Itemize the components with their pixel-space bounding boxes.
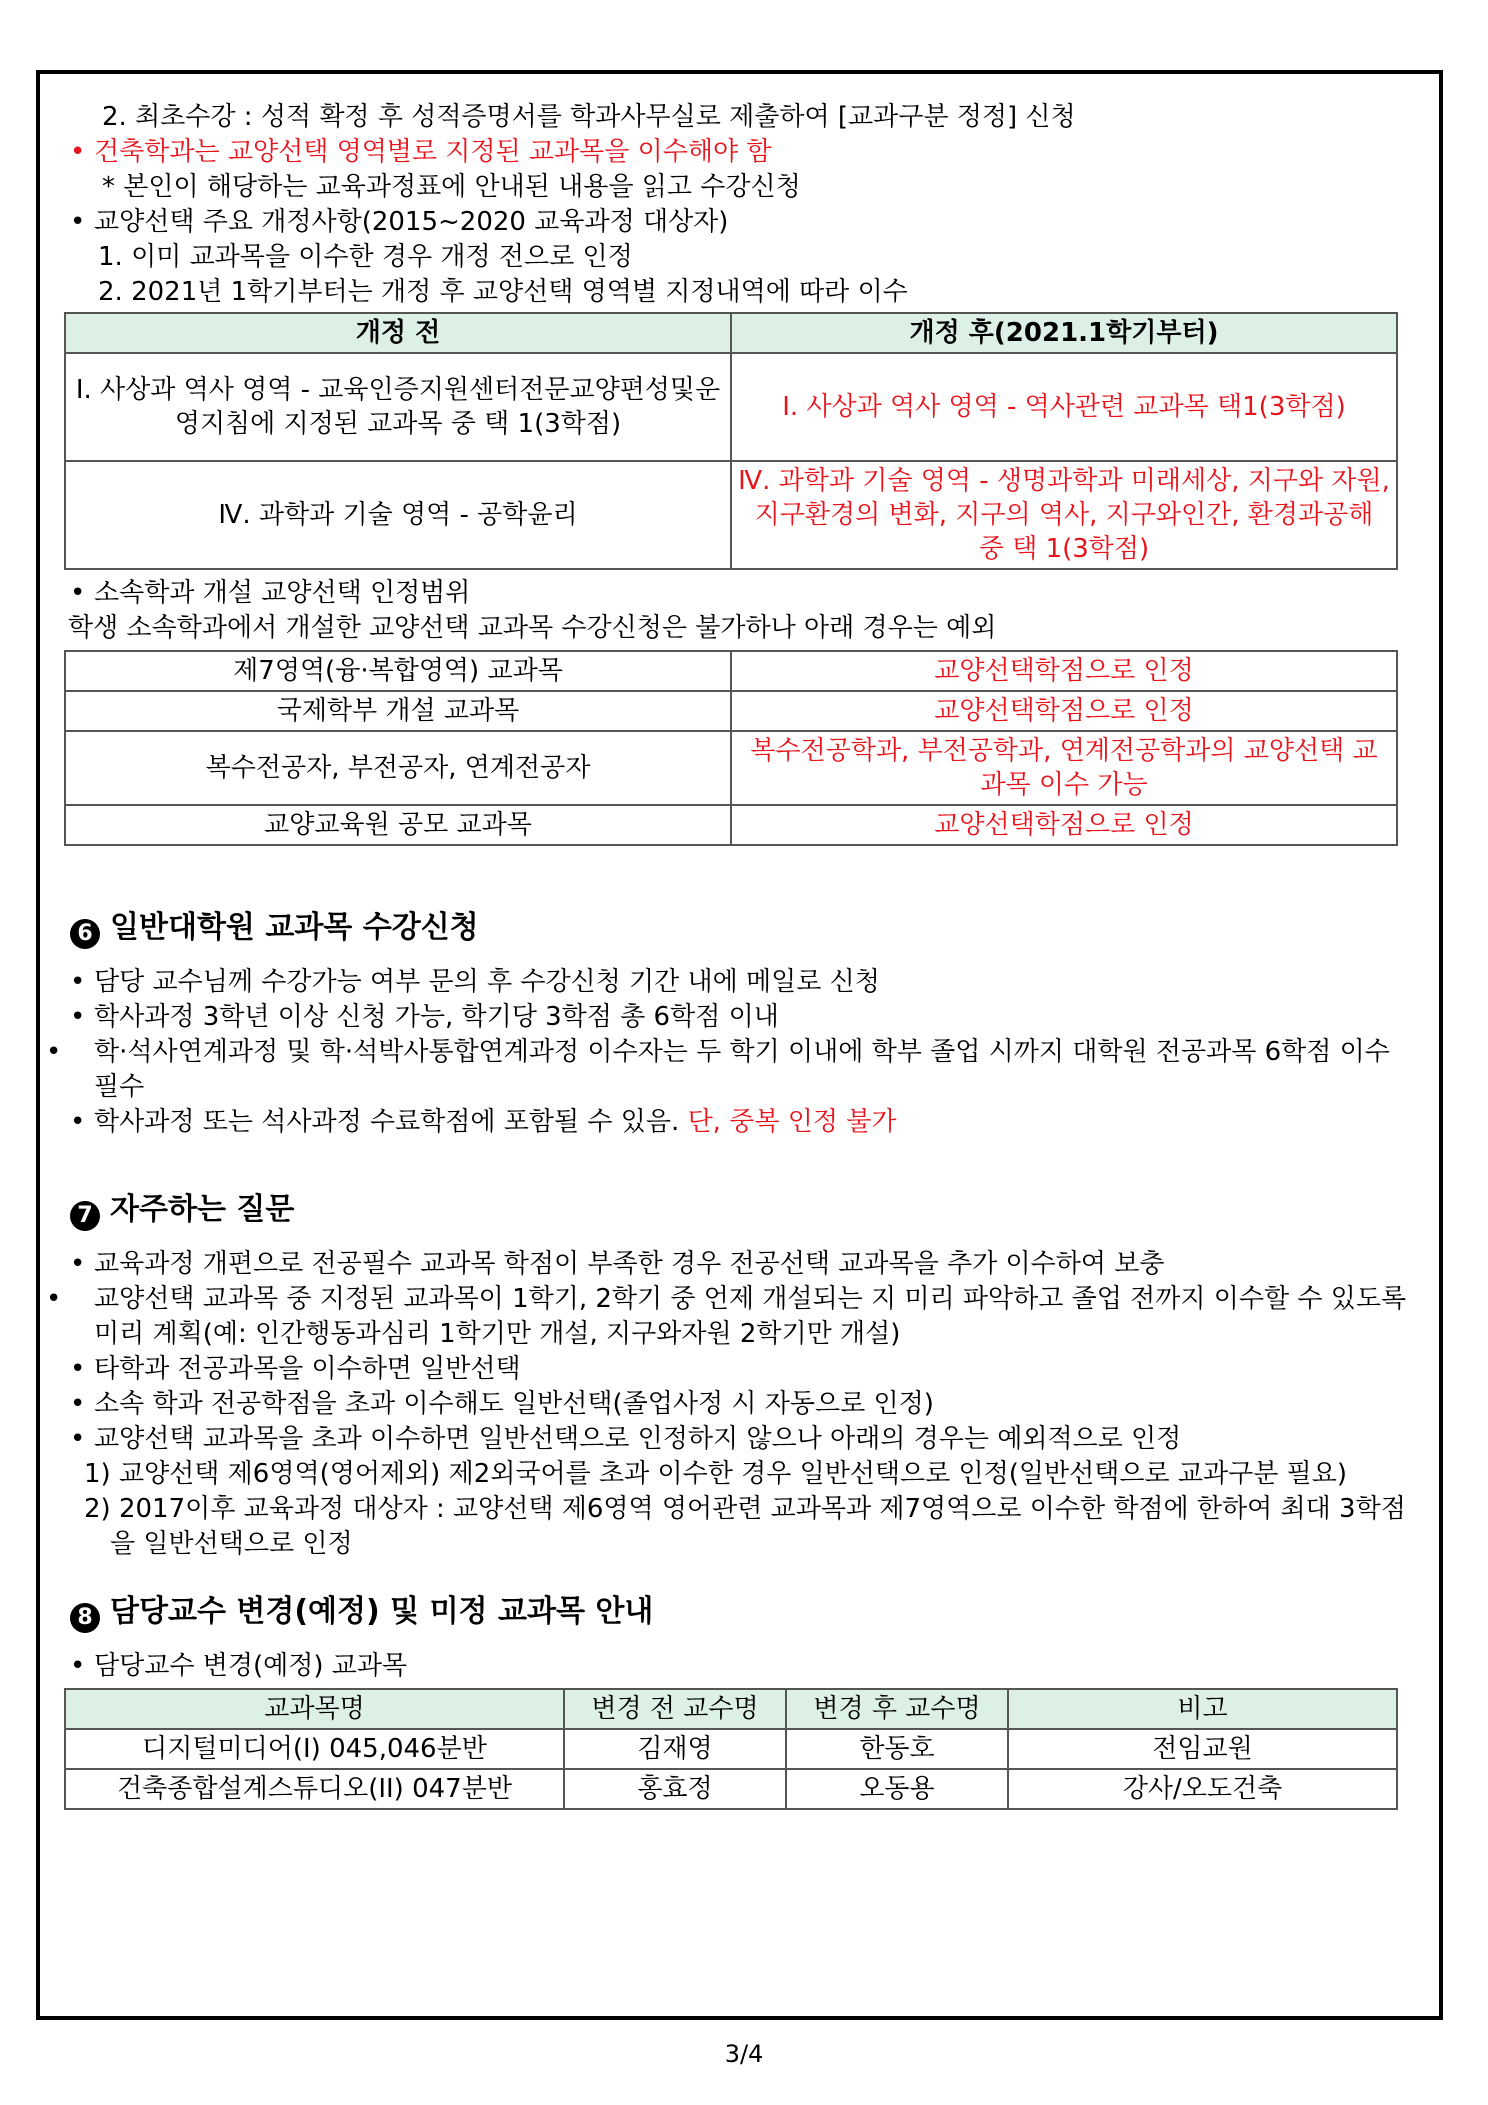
- list-subitem: 2) 2017이후 교육과정 대상자 : 교양선택 제6영역 영어관련 교과목과 제7영역으로 이수한 학점에 한하여 최대 3학점을 일반선택으로 인정: [84, 1494, 1406, 1559]
- table-cell: 교양선택학점으로 인정: [731, 651, 1397, 691]
- professor-table: [64, 1688, 1398, 1810]
- list-item: 교육과정 개편으로 전공필수 교과목 학점이 부족한 경우 전공선택 교과목을 추가 이수하여 보충: [94, 1249, 1165, 1279]
- table-cell: 강사/오도건축: [1008, 1769, 1397, 1809]
- section-heading: [70, 1190, 1410, 1231]
- section-number: 7: [70, 1201, 100, 1231]
- table-cell: 전임교원: [1008, 1729, 1397, 1769]
- section-heading: [70, 1592, 1410, 1633]
- table-header: 교과목명: [65, 1689, 564, 1729]
- text-line: 1. 이미 교과목을 이수한 경우 개정 전으로 인정: [98, 242, 633, 272]
- table-cell: 디지털미디어(I) 045,046분반: [65, 1729, 564, 1769]
- table-cell: 건축종합설계스튜디오(II) 047분반: [65, 1769, 564, 1809]
- section-heading: [70, 908, 1410, 949]
- table-cell: 한동호: [786, 1729, 1008, 1769]
- table-cell: 홍효정: [564, 1769, 786, 1809]
- table-cell: Ⅰ. 사상과 역사 영역 - 역사관련 교과목 택1(3학점): [731, 353, 1397, 461]
- list-item: 교양선택 교과목 중 지정된 교과목이 1학기, 2학기 중 언제 개설되는 지 미리 파악하고 졸업 전까지 이수할 수 있도록 미리 계획(예: 인간행동과심리 1학기만 개설, 지구와자원 2학기만 개설): [94, 1284, 1407, 1349]
- table-cell: 교양선택학점으로 인정: [731, 805, 1397, 845]
- red-note: 단, 중복 인정 불가: [687, 1107, 897, 1137]
- text-line: 2. 최초수강 : 성적 확정 후 성적증명서를 학과사무실로 제출하여 [교과구분 정정] 신청: [102, 102, 1076, 132]
- section-title: 자주하는 질문: [110, 1192, 295, 1227]
- text-line: 교양선택 주요 개정사항(2015~2020 교육과정 대상자): [94, 207, 729, 237]
- table-header: 개정 후(2021.1학기부터): [731, 313, 1397, 353]
- list-item: 학사과정 또는 석사과정 수료학점에 포함될 수 있음.: [94, 1107, 680, 1137]
- table-cell: 국제학부 개설 교과목: [65, 691, 731, 731]
- table-cell: Ⅳ. 과학과 기술 영역 - 생명과학과 미래세상, 지구와 자원, 지구환경의 변화, 지구의 역사, 지구와인간, 환경과공해 중 택 1(3학점): [731, 461, 1397, 569]
- table-cell: 복수전공자, 부전공자, 연계전공자: [65, 731, 731, 805]
- section-title: 담당교수 변경(예정) 및 미정 교과목 안내: [110, 1594, 654, 1629]
- page-number: 3/4: [724, 2040, 764, 2068]
- list-item: 교양선택 교과목을 초과 이수하면 일반선택으로 인정하지 않으나 아래의 경우는 예외적으로 인정: [94, 1424, 1182, 1454]
- list-subitem: 1) 교양선택 제6영역(영어제외) 제2외국어를 초과 이수한 경우 일반선택으로 인정(일반선택으로 교과구분 필요): [84, 1459, 1347, 1489]
- page-content: 2. 최초수강 : 성적 확정 후 성적증명서를 학과사무실로 제출하여 [교과구분 정정] 신청 • 건축학과는 교양선택 영역별로 지정된 교과목을 이수해야 함 * 본인이 해당하는 교육과정표에 안내된 내용을 읽고 수강신청 • 교양선택 주요 개정사항(2015~2020 교육과정 대상자) 1. 이미 교과목을 이수한 경우 개정 전으로 인정 2. 2021년 1학기부터는 개정 후 교양선택 영역별 지정내역에 따라 이수 개정 전 개정 후(2021.1학기부터) Ⅰ. 사상과 역사 영역 - 교육인증지원센터전문교양편성및운영지침에 지정된 교과목 중 택 1(3학점) Ⅰ. 사상과 역사 영역 - 역사관련 교과목 택1(3학점) Ⅳ. 과학과 기술 영역 - 공학윤리 Ⅳ. 과학과 기술 영역 - 생명과학과 미래세상, 지구와 자원, 지구환경의 변화, 지구의 역사, 지구와인간, 환경과공해 중 택 1(3학점) • 소속학과 개설 교양선택 인정범위 학생 소속학과에서 개설한 교양선택 교과목 수강신청은 불가하나 아래 경우는 예외 제7영역(융·복합영역) 교과목 교양선택학점으로 인정 국제학부 개설 교과목 교양선택학점으로 인정 복수전공자, 부전공자, 연계전공자 복수전공학과, 부전공학과, 연계전공학과의 교양선택 교과목 이수 가능 교양교육원 공모 교과목 교양선택학점으로 인정 6 일반대학원 교과목 수강신청 • 담당 교수님께 수강가능 여부 문의 후 수강신청 기간 내에 메일로 신청 • 학사과정 3학년 이상 신청 가능, 학기당 3학점 총 6학점 이내 • 학·석사연계과정 및 학·석박사통합연계과정 이수자는 두 학기 이내에 학부 졸업 시까지 대학원 전공과목 6학점 이수 필수 • 학사과정 또는 석사과정 수료학점에 포함될 수 있음. 단, 중복 인정 불가 7 자주하는 질문 • 교육과정 개편으로 전공필수 교과목 학점이 부족한 경우 전공선택 교과목을 추가 이수하여 보충 • 교양선택 교과목 중 지정된 교과목이 1학기, 2학기 중 언제 개설되는 지 미리 파악하고 졸업 전까지 이수할 수 있도록 미리 계획(예: 인간행동과심리 1학기만 개설, 지구와자원 2학기만 개설) • 타학과 전공과목을 이수하면 일반선택 • 소속 학과 전공학점을 초과 이수해도 일반선택(졸업사정 시 자동으로 인정) • 교양선택 교과목을 초과 이수하면 일반선택으로 인정하지 않으나 아래의 경우는 예외적으로 인정 1) 교양선택 제6영역(영어제외) 제2외국어를 초과 이수한 경우 일반선택으로 인정(일반선택으로 교과구분 필요) 2) 2017이후 교육과정 대상자 : 교양선택 제6영역 영어관련 교과목과 제7영역으로 이수한 학점에 한하여 최대 3학점을 일반선택으로 인정 8 담당교수 변경(예정) 및 미정 교과목 안내 • 담당교수 변경(예정) 교과목 교과목명 변경 전 교수명 변경 후 교수명 비고 디지털미디어(I) 045,046분반 김재영 한동호 전임교원 건축종합설계스튜디오(II) 047분반 홍효정 오동용 강사/오도건축: [70, 100, 1410, 1810]
- text-line: 학생 소속학과에서 개설한 교양선택 교과목 수강신청은 불가하나 아래 경우는 예외: [68, 613, 997, 643]
- section-number: 8: [70, 1603, 100, 1633]
- text-line: 건축학과는 교양선택 영역별로 지정된 교과목을 이수해야 함: [94, 137, 772, 167]
- list-item: 학·석사연계과정 및 학·석박사통합연계과정 이수자는 두 학기 이내에 학부 졸업 시까지 대학원 전공과목 6학점 이수 필수: [94, 1037, 1390, 1102]
- table-header: 변경 전 교수명: [564, 1689, 786, 1729]
- text-line: 담당교수 변경(예정) 교과목: [94, 1651, 408, 1681]
- list-item: 타학과 전공과목을 이수하면 일반선택: [94, 1354, 521, 1384]
- table-cell: 교양선택학점으로 인정: [731, 691, 1397, 731]
- table-cell: 제7영역(융·복합영역) 교과목: [65, 651, 731, 691]
- table-row: [65, 1729, 1397, 1769]
- table-cell: 오동용: [786, 1769, 1008, 1809]
- table-header: 변경 후 교수명: [786, 1689, 1008, 1729]
- scope-table: [64, 650, 1398, 846]
- revision-table: [64, 312, 1398, 570]
- table-cell: 복수전공학과, 부전공학과, 연계전공학과의 교양선택 교과목 이수 가능: [731, 731, 1397, 805]
- text-line: 2. 2021년 1학기부터는 개정 후 교양선택 영역별 지정내역에 따라 이수: [98, 277, 908, 307]
- table-cell: 교양교육원 공모 교과목: [65, 805, 731, 845]
- list-item: 소속 학과 전공학점을 초과 이수해도 일반선택(졸업사정 시 자동으로 인정): [94, 1389, 934, 1419]
- section-number: 6: [70, 919, 100, 949]
- table-row: [65, 1769, 1397, 1809]
- table-header: 비고: [1008, 1689, 1397, 1729]
- table-header: 개정 전: [65, 313, 731, 353]
- text-line: * 본인이 해당하는 교육과정표에 안내된 내용을 읽고 수강신청: [102, 172, 801, 202]
- table-cell: 김재영: [564, 1729, 786, 1769]
- list-item: 학사과정 3학년 이상 신청 가능, 학기당 3학점 총 6학점 이내: [94, 1002, 779, 1032]
- text-line: 소속학과 개설 교양선택 인정범위: [94, 578, 471, 608]
- table-cell: Ⅰ. 사상과 역사 영역 - 교육인증지원센터전문교양편성및운영지침에 지정된 교과목 중 택 1(3학점): [65, 353, 731, 461]
- list-item: 담당 교수님께 수강가능 여부 문의 후 수강신청 기간 내에 메일로 신청: [94, 967, 880, 997]
- table-cell: Ⅳ. 과학과 기술 영역 - 공학윤리: [65, 461, 731, 569]
- section-title: 일반대학원 교과목 수강신청: [110, 910, 479, 945]
